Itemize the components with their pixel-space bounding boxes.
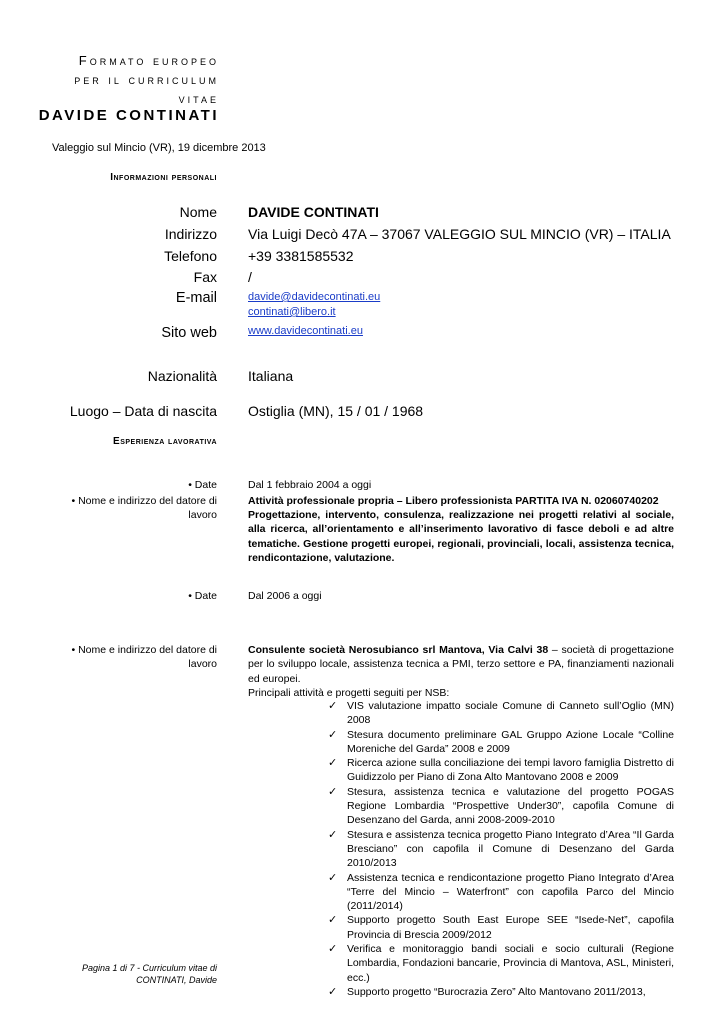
website-link[interactable]: www.davidecontinati.eu xyxy=(248,325,363,337)
job2-activities-list xyxy=(328,699,674,999)
nome-label: Nome xyxy=(179,204,217,220)
job1-employer: Attività professionale propria – Libero professionista PARTITA IVA N. 02060740202 xyxy=(248,495,659,507)
job2-date-label: • Date xyxy=(188,590,217,602)
fax-label: Fax xyxy=(193,269,217,285)
telefono-label: Telefono xyxy=(164,248,217,264)
sito-label: Sito web xyxy=(161,325,217,341)
page-footer-line1: Pagina 1 di 7 - Curriculum vitae di xyxy=(81,963,217,973)
cv-format-title-line1: Formato europeo xyxy=(78,53,219,68)
checkmark-icon: ✓ xyxy=(328,871,338,884)
checkmark-icon: ✓ xyxy=(328,943,338,956)
job2-employer-label-1: • Nome e indirizzo del datore di xyxy=(71,644,217,656)
checkmark-icon: ✓ xyxy=(328,757,338,770)
job1-employer-label-1: • Nome e indirizzo del datore di xyxy=(71,495,217,507)
checkmark-icon: ✓ xyxy=(328,914,338,927)
list-item: ✓ Assistenza tecnica e rendicontazione progetto Piano Integrato d’Area “Terre del Mincio – Waterfront” con capofila Parco del Mincio (2011/2014) xyxy=(328,871,674,913)
checkmark-icon: ✓ xyxy=(328,700,338,712)
job2-employer-label-2: lavoro xyxy=(188,658,217,670)
checkmark-icon: ✓ xyxy=(328,728,338,741)
job2-date: Dal 2006 a oggi xyxy=(248,590,322,602)
email-label: E-mail xyxy=(175,290,217,306)
indirizzo-label: Indirizzo xyxy=(164,226,217,242)
telefono-value: +39 3381585532 xyxy=(248,248,354,264)
list-item: ✓ Stesura e assistenza tecnica progetto Piano Integrato d’Area “Il Garda Bresciano” con capofila il Comune di Desenzano del Garda 2010/2013 xyxy=(328,828,674,870)
cv-owner-name: DAVIDE CONTINATI xyxy=(38,107,219,124)
place-date: Valeggio sul Mincio (VR), 19 dicembre 2013 xyxy=(52,142,266,154)
list-item: ✓ Supporto progetto “Burocrazia Zero” Alto Mantovano 2011/2013, xyxy=(328,985,646,998)
job1-date-label: • Date xyxy=(188,479,217,491)
list-item: ✓ Supporto progetto South East Europe SEE “Isede-Net”, capofila Provincia di Brescia 2009/2012 xyxy=(328,914,674,941)
cv-format-title-line2: per il curriculum xyxy=(74,72,219,87)
job2-employer-name: Consulente società Nerosubianco srl Mantova, Via Calvi 38 xyxy=(248,644,549,656)
list-item: ✓ VIS valutazione impatto sociale Comune di Canneto sull’Oglio (MN) 2008 xyxy=(328,700,674,727)
email-link-2[interactable]: continati@libero.it xyxy=(248,306,336,318)
section-heading-work: Esperienza lavorativa xyxy=(113,436,217,447)
cv-format-title-line3: vitae xyxy=(178,91,219,106)
nascita-value: Ostiglia (MN), 15 / 01 / 1968 xyxy=(248,403,424,419)
page-footer-line2: CONTINATI, Davide xyxy=(136,975,217,985)
job2-activities-intro: Principali attività e progetti seguiti per NSB: xyxy=(248,687,450,699)
section-heading-personal: Informazioni personali xyxy=(110,172,217,183)
checkmark-icon: ✓ xyxy=(328,985,338,998)
job2-employer xyxy=(248,643,674,686)
fax-value: / xyxy=(248,269,252,285)
job2-employer-desc: – società di progettazione per lo sviluppo locale, assistenza tecnica a PMI, terzo settore e PA, finanziamenti nazionali ed europei. xyxy=(248,644,674,685)
checkmark-icon: ✓ xyxy=(328,785,338,798)
checkmark-icon: ✓ xyxy=(328,828,338,841)
indirizzo-value: Via Luigi Decò 47A – 37067 VALEGGIO SUL MINCIO (VR) – ITALIA xyxy=(248,226,671,242)
job1-description: Progettazione, intervento, consulenza, realizzazione nei progetti relativi al sociale, alla ricerca, all’orientamento e all’inserimento lavorativo di fasce deboli e ad altre tematiche. Gestione progetti europei, regionali, provinciali, locali, assistenza tecnica, rendicontazione, valutazione. xyxy=(248,509,674,564)
nazionalita-label: Nazionalità xyxy=(147,368,217,384)
nazionalita-value: Italiana xyxy=(248,368,294,384)
nome-value: DAVIDE CONTINATI xyxy=(248,204,379,220)
list-item: ✓ Ricerca azione sulla conciliazione dei tempi lavoro famiglia Distretto di Guidizzolo per Piano di Zona Alto Mantovano 2008 e 2009 xyxy=(328,757,674,784)
job1-employer-label-2: lavoro xyxy=(188,509,217,521)
nascita-label: Luogo – Data di nascita xyxy=(69,403,217,419)
job1-date: Dal 1 febbraio 2004 a oggi xyxy=(248,479,372,491)
list-item: ✓ Verifica e monitoraggio bandi sociali e socio culturali (Regione Lombardia, Fondazioni bancarie, Provincia di Mantova, ASL, Ministeri, ecc.) xyxy=(328,943,674,984)
list-item: ✓ Stesura documento preliminare GAL Gruppo Azione Locale “Colline Moreniche del Garda” 2008 e 2009 xyxy=(328,728,674,755)
list-item: ✓ Stesura, assistenza tecnica e valutazione del progetto POGAS Regione Lombardia “Prospettive Under30”, capofila Comune di Desenzano del Garda, anni 2008-2009-2010 xyxy=(328,785,674,827)
email-link-1[interactable]: davide@davidecontinati.eu xyxy=(248,291,381,303)
